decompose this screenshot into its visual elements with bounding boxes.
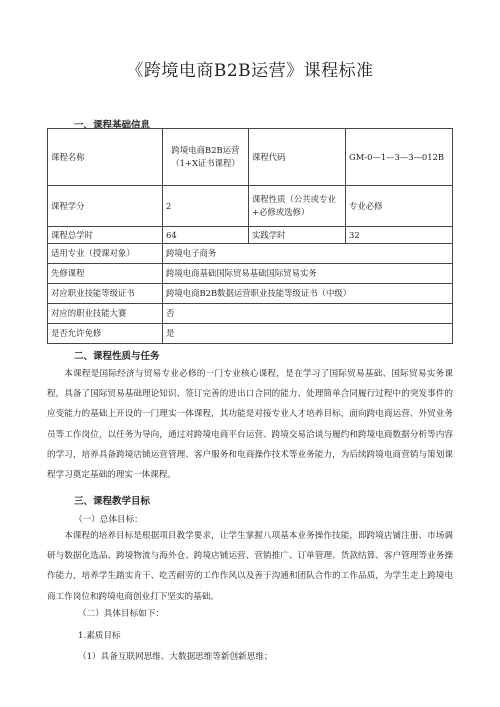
course-info-table	[47, 128, 453, 344]
overall-goal-paragraph: 本课程的培养目标是根据项目教学要求，让学生掌握八项基本业务操作技能，即跨境店铺注册、市场调研与数据化选品、跨境物流与海外仓、跨境店铺运营、营销推广、订单管理、货款结算、客户管理等业务操作能力，培养学生踏实肯干、吃苦耐劳的工作作风以及善于沟通和团队合作的工作品质，为学生走上跨境电商工作岗位和跨境电商创业打下坚实的基础。	[47, 531, 453, 602]
table-cell-label: 课程性质（公共或专业+必修或选修）	[249, 186, 346, 227]
table-cell-value: 跨境电商基础国际贸易基础国际贸易实务	[163, 264, 453, 284]
table-cell-label: 课程学分	[48, 186, 163, 227]
table-row	[48, 227, 453, 244]
table-row	[48, 304, 453, 324]
table-cell-label: 对应的职业技能大赛	[48, 304, 163, 324]
table-cell-label: 适用专业（授课对象）	[48, 244, 163, 264]
table-cell-label: 先修课程	[48, 264, 163, 284]
table-cell-value: GM-0—1—3—3—012B	[346, 129, 453, 186]
section-nature-paragraph: 本课程是国际经济与贸易专业必修的一门专业核心课程，是在学习了国际贸易基础、国际贸易实务课程，具备了国际贸易基础理论知识、签订完善的进出口合同的能力、处理简单合同履行过程中的突发事件的应变能力的基础上开设的一门理实一体课程，其功能是对接专业人才培养目标，面向跨电商运营、外贸业务员等工作岗位，以任务为导向，通过对跨境电商平台运营、跨境交易洽谈与履约和跨境电商数据分析等内容的学习，培养具备跨境店铺运营管理、客户服务和电商操作技术等业务能力，为后续跨境电商营销与策划课程学习奠定基础的理实一体课程。	[47, 369, 453, 481]
table-cell-label: 课程代码	[249, 129, 346, 186]
table-cell-label: 对应职业技能等级证书	[48, 284, 163, 304]
page-title: 《跨境电商B2B运营》课程标准	[126, 61, 374, 81]
section-heading-goals: 三、课程教学目标	[74, 496, 151, 507]
overall-goal-title: （一）总体目标：	[74, 515, 143, 525]
section-heading-basic-info: 一、课程基础信息	[74, 120, 151, 131]
table-row	[48, 324, 453, 344]
table-cell-label: 实践学时	[249, 227, 346, 244]
table-cell-value: 是	[163, 324, 453, 344]
table-row	[48, 284, 453, 304]
table-cell-value: 跨境电子商务	[163, 244, 453, 264]
table-cell-value: 2	[163, 186, 249, 227]
table-cell-value: 64	[163, 227, 249, 244]
table-row	[48, 186, 453, 227]
table-cell-label: 课程总学时	[48, 227, 163, 244]
table-row	[48, 244, 453, 264]
section-heading-nature: 二、课程性质与任务	[74, 351, 160, 362]
table-cell-label: 是否允许免修	[48, 324, 163, 344]
table-cell-value: 跨境电商B2B运营（1+X证书课程）	[163, 129, 249, 186]
table-cell-value: 32	[346, 227, 453, 244]
table-row	[48, 264, 453, 284]
table-cell-label: 课程名称	[48, 129, 163, 186]
table-row	[48, 129, 453, 186]
quality-goal-item: （1）具备互联网思维、大数据思维等新创新思维；	[78, 652, 273, 662]
table-cell-value: 跨境电商B2B数据运营职业技能等级证书（中级）	[163, 284, 453, 304]
table-cell-value: 否	[163, 304, 453, 324]
table-cell-value: 专业必修	[346, 186, 453, 227]
specific-goal-title: （二）具体目标如下：	[78, 609, 164, 619]
quality-goal-title: 1.素质目标	[78, 631, 121, 641]
